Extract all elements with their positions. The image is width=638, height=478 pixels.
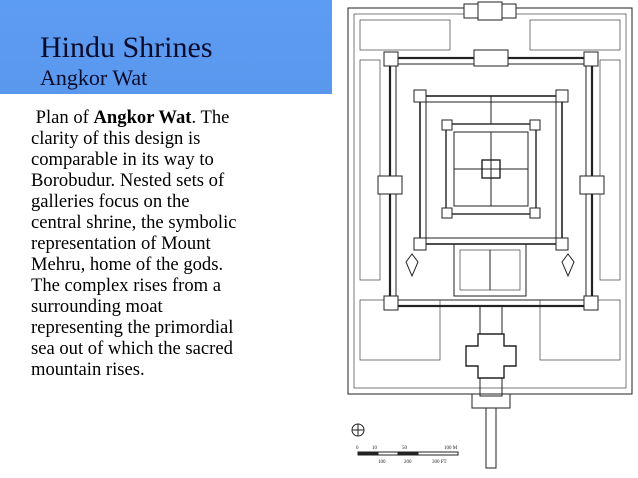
body-paragraph [31, 107, 241, 380]
body-rest: . The clarity of this design is comparable in its way to Borobudur. Nested sets of galleries focus on the central shrine, the symbolic representation of Mount Mehru, home of the gods. The complex rises from a surrounding moat representing the primordial sea out of which the sacred mountain rises. [31, 107, 237, 380]
central-shrine [442, 96, 540, 218]
angkor-wat-plan [334, 0, 638, 478]
slide-body [31, 107, 241, 380]
body-bold: Angkor Wat [93, 107, 192, 128]
slide-subtitle: Angkor Wat [40, 65, 148, 90]
scale-label-50: 50 [402, 446, 407, 451]
scale-label-300ft: 300 FT [432, 460, 447, 465]
scale-label-10: 10 [372, 446, 377, 451]
scale-label-0: 0 [356, 446, 359, 451]
scale-label-100ft: 100 [378, 460, 386, 465]
title-banner [0, 0, 332, 94]
scale-label-200ft: 200 [404, 460, 412, 465]
scale-label-100m: 100 M [444, 446, 458, 451]
body-prefix: Plan of [35, 107, 94, 128]
slide-title: Hindu Shrines [40, 31, 213, 64]
plan-drawing [334, 0, 638, 478]
